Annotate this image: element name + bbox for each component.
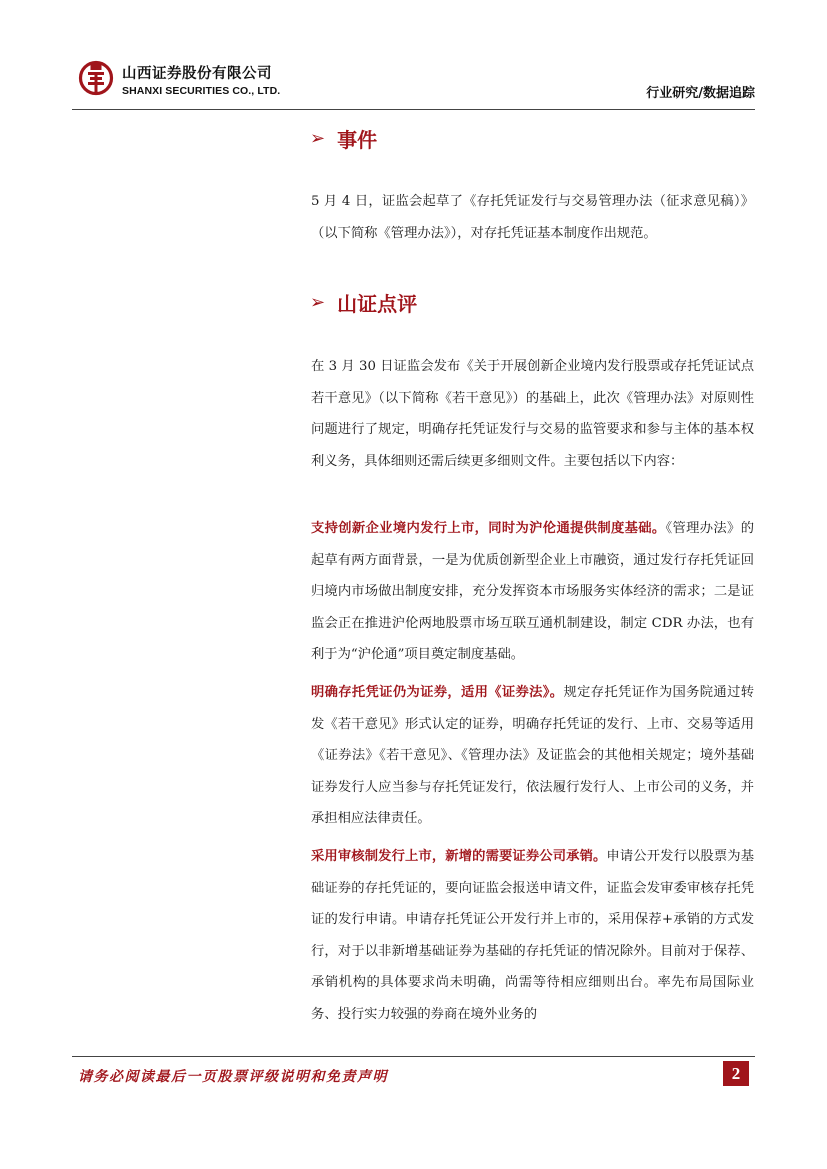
company-name-en: SHANXI SECURITIES CO., LTD. [122,85,281,97]
point-2-text: 规定存托凭证作为国务院通过转发《若干意见》形式认定的证券，明确存托凭证的发行、上市、交易等适用《证券法》《若干意见》、《管理办法》及证监会的其他相关规定；境外基础证券发行人应当参与存托凭证发行，依法履行发行人、上市公司的义务，并承担相应法律责任。 [311,685,754,826]
section-title-event: 事件 [337,128,378,152]
comment-point-3 [311,841,754,1030]
point-3-text: 申请公开发行以股票为基础证券的存托凭证的，要向证监会报送申请文件，证监会发审委审核存托凭证的发行申请。申请存托凭证公开发行并上市的，采用保荐+承销的方式发行，对于以非新增基础证券为基础的存托凭证的情况除外。目前对于保荐、承销机构的具体要求尚未明确，尚需等待相应细则出台。率先布局国际业务、投行实力较强的券商在境外业务的 [311,849,755,1022]
section-heading-event [310,124,377,153]
header-divider [72,109,755,110]
comment-point-2 [311,677,754,835]
section-heading-comment [310,288,417,317]
point-1-text: 《管理办法》的起草有两方面背景，一是为优质创新型企业上市融资，通过发行存托凭证回归境内市场做出制度安排，充分发挥资本市场服务实体经济的需求；二是证监会正在推进沪伦两地股票市场互联互通机制建设，制定 CDR 办法，也有利于为“沪伦通”项目奠定制度基础。 [311,521,754,662]
point-3-lead: 采用审核制发行上市，新增的需要证券公司承销。 [311,849,607,864]
footer-divider [72,1056,755,1057]
page-number: 2 [723,1061,749,1086]
comment-intro-paragraph: 在 3 月 30 日证监会发布《关于开展创新企业境内发行股票或存托凭证试点若干意见》（以下简称《若干意见》）的基础上，此次《管理办法》对原则性问题进行了规定，明确存托凭证发行与交易的监管要求和参与主体的基本权利义务，具体细则还需后续更多细则文件。主要包括以下内容： [311,359,754,469]
point-1-lead: 支持创新企业境内发行上市，同时为沪伦通提供制度基础。 [311,521,666,536]
arrow-bullet-icon: ➢ [310,292,326,313]
point-2-lead: 明确存托凭证仍为证券，适用《证券法》。 [311,685,564,700]
company-name-cn: 山西证券股份有限公司 [122,66,272,82]
shanxi-securities-logo-icon [78,60,114,96]
footer-disclaimer: 请务必阅读最后一页股票评级说明和免责声明 [78,1069,388,1085]
report-category: 行业研究/数据追踪 [646,86,755,101]
company-name [122,62,280,97]
arrow-bullet-icon: ➢ [310,128,326,149]
comment-point-1 [311,513,754,671]
event-paragraph: 5 月 4 日，证监会起草了《存托凭证发行与交易管理办法（征求意见稿）》（以下简称《管理办法》），对存托凭证基本制度作出规范。 [311,194,754,241]
section-title-comment: 山证点评 [337,292,418,316]
